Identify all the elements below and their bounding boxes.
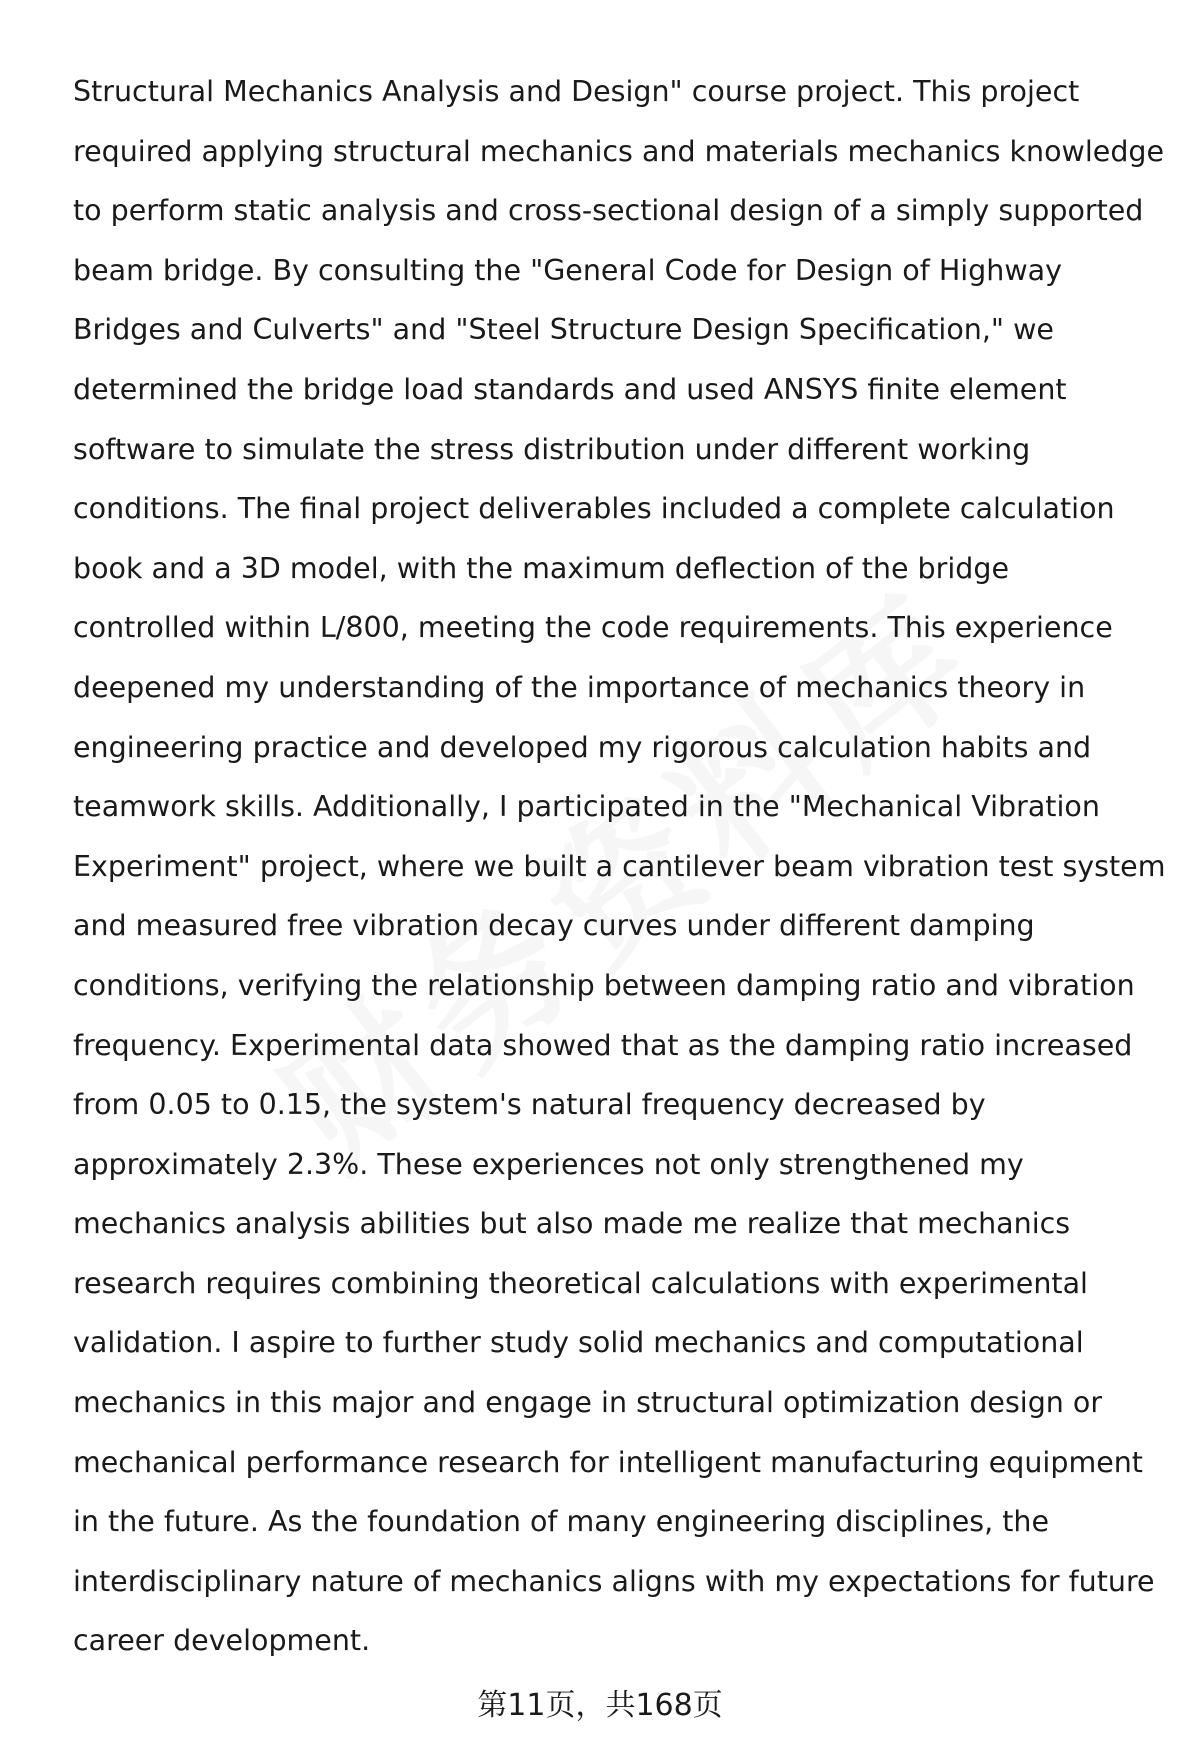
text-line: mechanics in this major and engage in structural optimization design or: [73, 1386, 1103, 1420]
text-line: engineering practice and developed my rigorous calculation habits and: [73, 730, 1092, 764]
text-line: Structural Mechanics Analysis and Design" course project. This project: [73, 75, 1080, 108]
text-line: to perform static analysis and cross-sectional design of a simply supported: [73, 194, 1144, 228]
text-line: teamwork skills. Additionally, I participated in the "Mechanical Vibration: [73, 790, 1100, 824]
text-line: mechanical performance research for intelligent manufacturing equipment: [73, 1445, 1143, 1479]
text-line: beam bridge. By consulting the "General Code for Design of Highway: [73, 253, 1062, 287]
text-line: research requires combining theoretical calculations with experimental: [73, 1266, 1088, 1300]
text-line: frequency. Experimental data showed that as the damping ratio increased: [73, 1028, 1133, 1062]
text-line: controlled within L/800, meeting the code requirements. This experience: [73, 611, 1113, 645]
body-paragraph: [73, 62, 1166, 1671]
text-line: and measured free vibration decay curves under different damping: [73, 909, 1035, 943]
text-line: interdisciplinary nature of mechanics aligns with my expectations for future: [73, 1564, 1155, 1598]
text-line: determined the bridge load standards and used ANSYS finite element: [73, 372, 1067, 406]
text-line: conditions. The final project deliverables included a complete calculation: [73, 492, 1115, 526]
text-line: career development.: [73, 1624, 371, 1658]
text-line: software to simulate the stress distribution under different working: [73, 432, 1031, 466]
text-line: mechanics analysis abilities but also made me realize that mechanics: [73, 1207, 1071, 1241]
text-line: conditions, verifying the relationship between damping ratio and vibration: [73, 968, 1135, 1002]
text-line: Bridges and Culverts" and "Steel Structure Design Specification," we: [73, 313, 1054, 347]
text-line: deepened my understanding of the importance of mechanics theory in: [73, 670, 1086, 704]
text-line: validation. I aspire to further study solid mechanics and computational: [73, 1326, 1084, 1360]
text-line: book and a 3D model, with the maximum deflection of the bridge: [73, 551, 1009, 585]
page-number: 第11页，共168页: [477, 1688, 723, 1723]
text-line: Experiment" project, where we built a cantilever beam vibration test system: [73, 849, 1166, 883]
text-line: in the future. As the foundation of many engineering disciplines, the: [73, 1505, 1050, 1539]
text-line: from 0.05 to 0.15, the system's natural frequency decreased by: [73, 1088, 986, 1122]
text-line: approximately 2.3%. These experiences not only strengthened my: [73, 1147, 1024, 1181]
text-line: required applying structural mechanics and materials mechanics knowledge: [73, 134, 1165, 168]
